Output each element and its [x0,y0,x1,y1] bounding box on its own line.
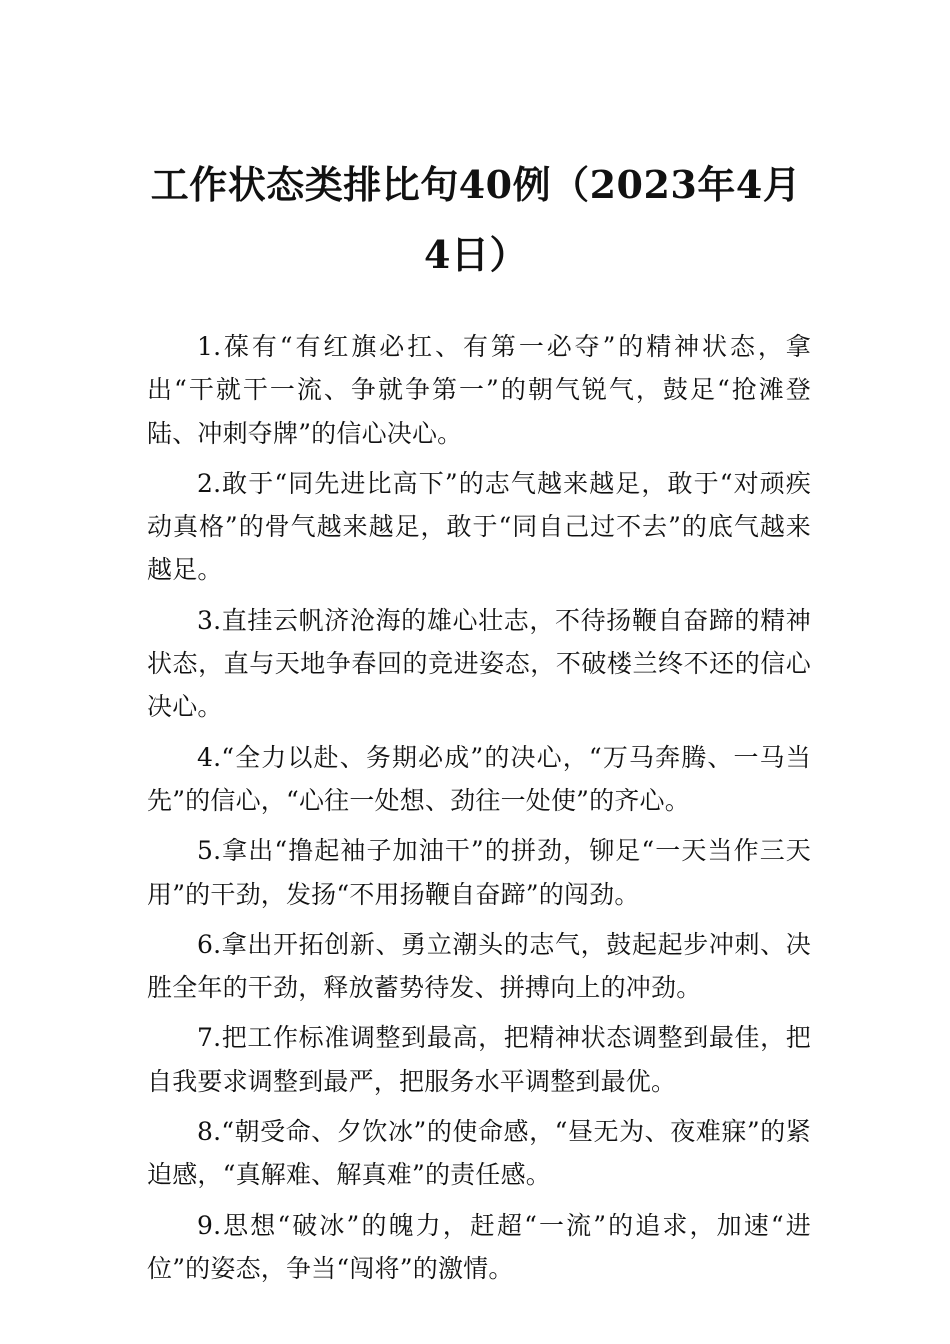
paragraph-8: 8.“朝受命、夕饮冰”的使命感，“昼无为、夜难寐”的紧迫感，“真解难、解真难”的责任感。 [147,1117,811,1190]
paragraph-3: 3.直挂云帆济沧海的雄心壮志，不待扬鞭自奋蹄的精神状态，直与天地争春回的竞进姿态，不破楼兰终不还的信心决心。 [147,605,811,722]
document-title: 工作状态类排比句40例（2023年4月4日） [150,162,802,277]
document-body [147,325,811,1297]
paragraph-5: 5.拿出“撸起袖子加油干”的拼劲，铆足“一天当作三天用”的干劲，发扬“不用扬鞭自奋蹄”的闯劲。 [147,836,811,909]
paragraph-9: 9.思想“破冰”的魄力，赶超“一流”的追求，加速“进位”的姿态，争当“闯将”的激情。 [147,1210,811,1283]
paragraph-1: 1.葆有“有红旗必扛、有第一必夺”的精神状态，拿出“干就干一流、争就争第一”的朝气锐气，鼓足“抢滩登陆、冲刺夺牌”的信心决心。 [147,332,811,448]
paragraph-4: 4.“全力以赴、务期必成”的决心，“万马奔腾、一马当先”的信心，“心往一处想、劲往一处使”的齐心。 [147,742,811,815]
paragraph-2: 2.敢于“同先进比高下”的志气越来越足，敢于“对顽疾动真格”的骨气越来越足，敢于“同自己过不去”的底气越来越足。 [147,468,811,585]
paragraph-6: 6.拿出开拓创新、勇立潮头的志气，鼓起起步冲刺、决胜全年的干劲，释放蓄势待发、拼搏向上的冲劲。 [147,929,811,1003]
paragraph-7: 7.把工作标准调整到最高，把精神状态调整到最佳，把自我要求调整到最严，把服务水平调整到最优。 [147,1023,811,1096]
